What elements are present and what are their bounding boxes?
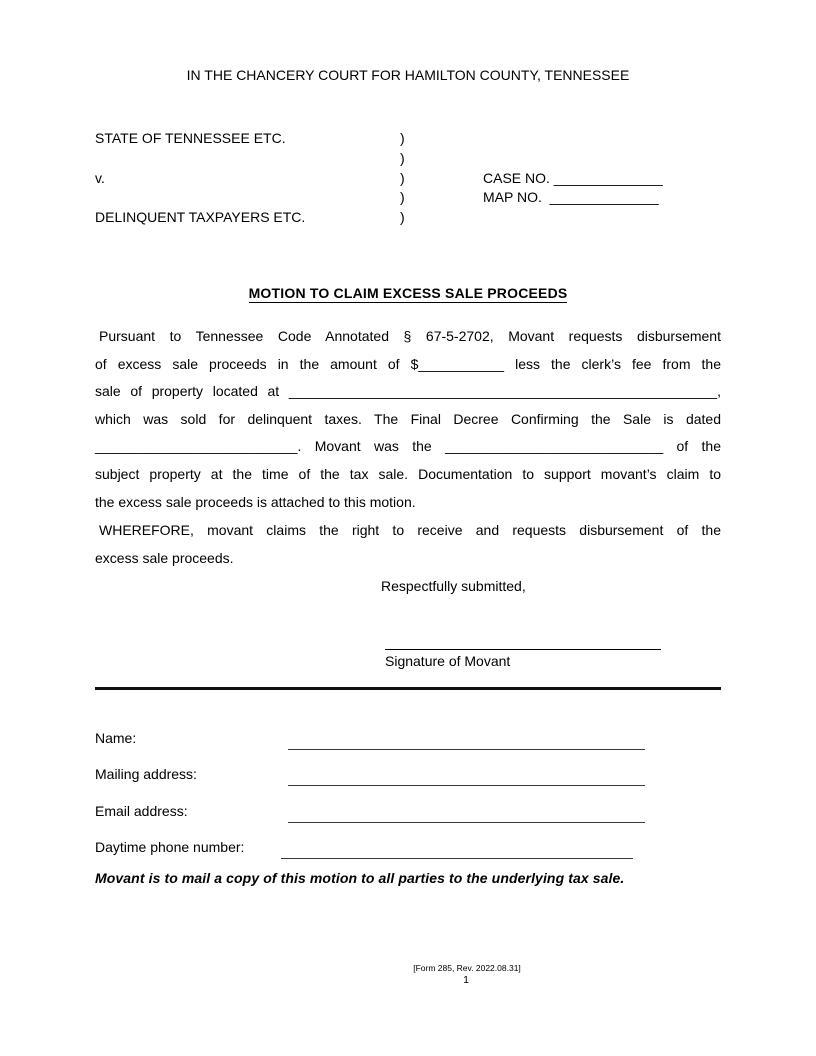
daytime-phone-blank-line <box>281 850 633 859</box>
signature-caption: Signature of Movant <box>385 653 511 669</box>
signature-blank-line <box>385 640 661 650</box>
paragraph-line: __________________________. Movant was the ____________________________ of the <box>95 438 721 455</box>
daytime-phone-label: Daytime phone number: <box>95 839 245 855</box>
mailing-address-blank-line <box>288 777 645 786</box>
respectfully-submitted: Respectfully submitted, <box>381 578 526 594</box>
map-number-field: MAP NO. ______________ <box>483 189 659 206</box>
paragraph-line: WHEREFORE, movant claims the right to receive and requests disbursement of the <box>99 522 721 538</box>
section-divider <box>95 687 721 690</box>
document-title: MOTION TO CLAIM EXCESS SALE PROCEEDS <box>248 285 568 301</box>
paragraph-line: subject property at the time of the tax sale. Documentation to support movant’s claim to <box>95 465 721 482</box>
paragraph-line: Pursuant to Tennessee Code Annotated § 67-5-2702, Movant requests disbursement <box>99 328 721 344</box>
page-number: 1 <box>463 974 469 986</box>
mailing-instruction-note: Movant is to mail a copy of this motion to all parties to the underlying tax sale. <box>95 870 625 886</box>
paragraph-line: sale of property located at _______________________________________________________, <box>95 383 721 400</box>
caption-paren: ) <box>400 130 405 146</box>
paragraph-line: which was sold for delinquent taxes. The Final Decree Confirming the Sale is dated <box>95 410 721 427</box>
caption-paren: ) <box>400 169 405 186</box>
caption-defendant: DELINQUENT TAXPAYERS ETC. <box>95 209 306 226</box>
mailing-address-field-row <box>95 765 721 787</box>
document-title-row <box>0 285 816 303</box>
mailing-address-label: Mailing address: <box>95 766 197 782</box>
caption-paren: ) <box>400 189 405 206</box>
caption-plaintiff: STATE OF TENNESSEE ETC. <box>95 130 286 146</box>
name-blank-line <box>288 741 645 750</box>
court-header: IN THE CHANCERY COURT FOR HAMILTON COUNTY, TENNESSEE <box>186 67 630 83</box>
email-address-blank-line <box>288 814 645 823</box>
case-number-field: CASE NO. ______________ <box>483 169 663 186</box>
email-address-label: Email address: <box>95 803 188 819</box>
paragraph-line: the excess sale proceeds is attached to this motion. <box>95 493 416 510</box>
motion-paragraph-1 <box>95 323 721 516</box>
motion-paragraph-2 <box>95 517 721 572</box>
caption-versus: v. <box>95 169 105 186</box>
paragraph-line: of excess sale proceeds in the amount of $___________ less the clerk’s fee from the <box>95 355 721 372</box>
email-address-field-row <box>95 802 721 824</box>
caption-paren: ) <box>400 209 405 226</box>
caption-paren: ) <box>400 149 405 166</box>
daytime-phone-field-row <box>95 838 721 860</box>
name-field-row <box>95 729 721 751</box>
form-revision-reference: [Form 285, Rev. 2022.08.31] <box>413 963 521 973</box>
name-label: Name: <box>95 730 137 746</box>
paragraph-line: excess sale proceeds. <box>95 549 234 566</box>
